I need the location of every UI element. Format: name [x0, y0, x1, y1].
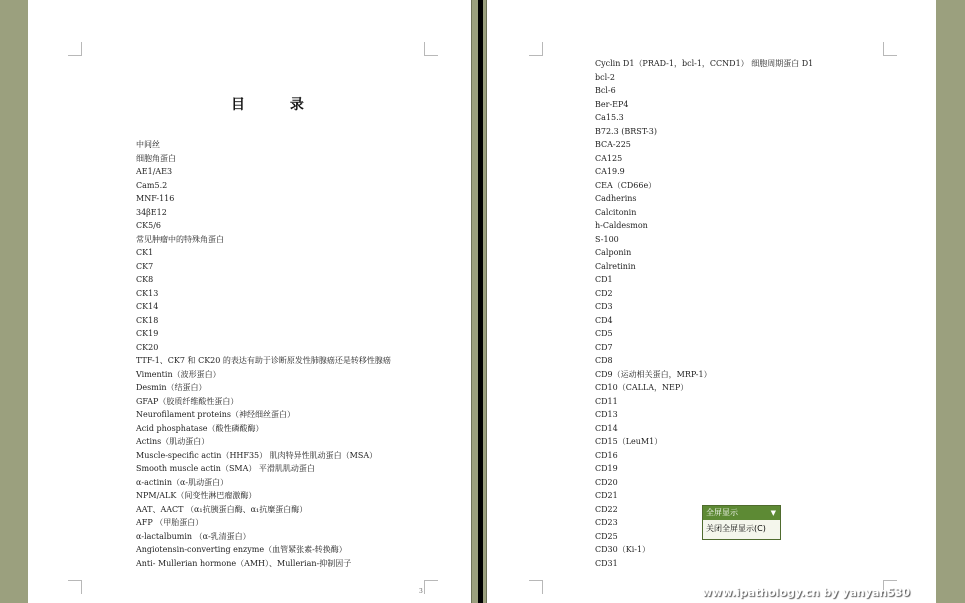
toc-entry: 细胞角蛋白	[136, 153, 176, 163]
toc-entry: CD9（运动相关蛋白，MRP-1）	[595, 369, 712, 379]
toc-entry: Cyclin D1（PRAD-1，bcl-1，CCND1） 细胞周期蛋白 D1	[595, 59, 814, 68]
toc-entry: AE1/AE3	[136, 167, 173, 176]
toc-entry: Smooth muscle actin（SMA） 平滑肌肌动蛋白	[136, 464, 315, 473]
fullscreen-toolbar-title[interactable]	[703, 506, 780, 520]
toc-entry: NPM/ALK（间变性淋巴瘤激酶）	[136, 491, 257, 500]
toc-entry: CD14	[595, 423, 618, 433]
toc-entry: α-actinin（α-肌动蛋白）	[136, 477, 229, 487]
toc-entry: CEA（CD66e）	[595, 180, 657, 190]
toc-entry: CD8	[595, 356, 613, 365]
toc-entry: CD30（Ki-1）	[595, 545, 651, 554]
toc-entry: CK18	[136, 315, 159, 325]
toc-entry: CD19	[595, 464, 618, 473]
toc-entry: TTF-1、CK7 和 CK20 的表达有助于诊断原发性肺腺癌还是转移性腺癌	[136, 356, 391, 365]
toc-entry: Ca15.3	[595, 113, 624, 122]
toc-entry: CK8	[136, 275, 154, 284]
toc-entry: CD20	[595, 477, 618, 487]
toc-entry: Cadherins	[595, 194, 637, 203]
toc-title: 目 录	[231, 97, 324, 113]
toc-entry: CD25	[595, 531, 618, 541]
crop-mark	[529, 42, 543, 56]
toc-entry: CD22	[595, 504, 618, 514]
toc-entry: CK1	[136, 248, 154, 257]
toc-entry: AFP （甲胎蛋白）	[136, 518, 204, 527]
toc-entry: CD10（CALLA，NEP）	[595, 383, 689, 392]
toc-entry: CD15（LeuM1）	[595, 437, 663, 446]
toc-list-left	[136, 138, 391, 570]
left-page	[28, 0, 472, 603]
toc-entry: S-100	[595, 234, 619, 244]
toc-entry: 中间丝	[136, 140, 160, 149]
toc-entry: CD5	[595, 329, 613, 338]
toc-entry: MNF-116	[136, 194, 175, 203]
toc-entry: CD16	[595, 450, 618, 460]
toc-entry: Calcitonin	[595, 207, 637, 217]
toc-entry: Muscle-specific actin（HHF35） 肌肉特异性肌动蛋白（MSA）	[136, 450, 378, 460]
toc-entry: CD31	[595, 558, 618, 568]
toc-entry: Cam5.2	[136, 180, 168, 190]
toc-entry: Bcl-6	[595, 86, 616, 95]
toc-entry: Calponin	[595, 248, 632, 257]
toc-entry: 34βE12	[136, 207, 167, 217]
toc-entry: B72.3 (BRST-3)	[595, 126, 657, 136]
toc-entry: CK14	[136, 302, 159, 311]
toc-entry: 常见肿瘤中的特殊角蛋白	[136, 234, 224, 244]
toc-entry: CK19	[136, 329, 159, 338]
toc-entry: CK7	[136, 261, 154, 271]
page-number: 3	[419, 588, 423, 595]
toc-entry: CK20	[136, 342, 159, 352]
toc-entry: h-Caldesmon	[595, 221, 648, 230]
toc-entry: bcl-2	[595, 72, 615, 82]
crop-mark	[883, 42, 897, 56]
toc-entry: AAT、AACT （α₁抗胰蛋白酶、α₁抗糜蛋白酶）	[136, 504, 308, 514]
toc-entry: CD2	[595, 288, 613, 298]
toc-entry: CA125	[595, 153, 623, 163]
toc-entry: α-lactalbumin （α-乳清蛋白）	[136, 531, 251, 541]
toc-entry: Acid phosphatase（酸性磷酸酶）	[136, 423, 264, 433]
fullscreen-toolbar[interactable]	[702, 505, 781, 540]
toc-entry: CD3	[595, 302, 613, 311]
crop-mark	[424, 42, 438, 56]
toc-entry: Ber-EP4	[595, 99, 629, 109]
toc-entry: Actins（肌动蛋白）	[136, 437, 210, 446]
toc-entry: CD13	[595, 410, 618, 419]
toc-entry: CD23	[595, 518, 618, 527]
toc-entry: Anti- Mullerian hormone（AMH）、Mullerian-抑制因子	[136, 558, 352, 568]
chevron-down-icon[interactable]: ▼	[770, 509, 776, 517]
toc-entry: GFAP（胶质纤维酸性蛋白）	[136, 396, 239, 406]
crop-mark	[68, 42, 82, 56]
close-fullscreen-button[interactable]: 关闭全屏显示(C)	[706, 524, 766, 533]
toc-list-right	[595, 57, 813, 570]
toc-entry: CD7	[595, 342, 613, 352]
toc-entry: Desmin（结蛋白）	[136, 383, 207, 392]
toc-entry: Vimentin（波形蛋白）	[136, 369, 221, 379]
toc-entry: CD4	[595, 315, 613, 325]
toc-entry: CD11	[595, 396, 618, 406]
toc-entry: Calretinin	[595, 261, 636, 271]
toc-entry: CD1	[595, 275, 613, 284]
toc-entry: CD21	[595, 491, 618, 500]
crop-mark	[68, 580, 82, 594]
crop-mark	[529, 580, 543, 594]
crop-mark	[424, 580, 438, 594]
toc-entry: CK5/6	[136, 221, 161, 230]
fullscreen-title-label: 全屏显示	[706, 508, 738, 517]
toc-entry: Neurofilament proteins（神经细丝蛋白）	[136, 410, 295, 419]
toc-entry: Angiotensin-converting enzyme（血管紧张素-转换酶）	[136, 545, 347, 554]
toc-entry: CK13	[136, 288, 159, 298]
toc-entry: BCA-225	[595, 140, 631, 149]
page-gutter	[478, 0, 483, 603]
toc-entry: CA19.9	[595, 167, 625, 176]
watermark: www.ipathology.cn by yanyan530	[702, 586, 911, 599]
